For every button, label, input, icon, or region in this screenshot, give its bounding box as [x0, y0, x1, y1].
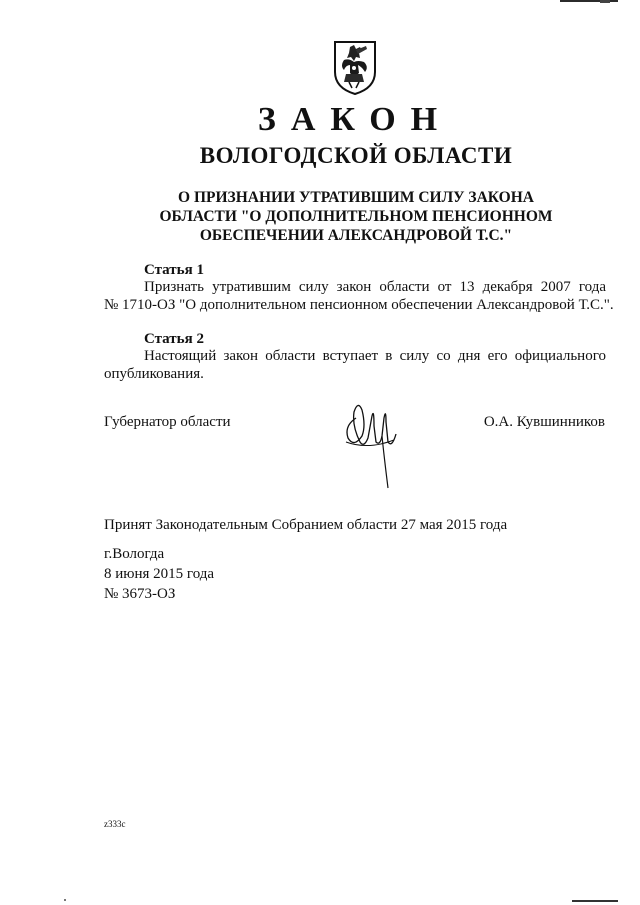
- article-text-line: опубликования.: [104, 366, 204, 382]
- place: г.Вологда: [104, 546, 165, 562]
- heading-line: ОБЛАСТИ "О ДОПОЛНИТЕЛЬНОМ ПЕНСИОННОМ: [159, 208, 553, 225]
- article-text-line: Настоящий закон области вступает в силу со дня его официального: [144, 348, 606, 364]
- handwritten-signature: [338, 396, 402, 490]
- document-title: ЗАКОН: [257, 101, 453, 138]
- footer-code: z333c: [104, 819, 126, 829]
- governor-name: О.А. Кувшинников: [483, 414, 605, 430]
- adoption-statement: Принят Законодательным Собранием области 27 мая 2015 года: [104, 517, 508, 533]
- date: 8 июня 2015 года: [104, 566, 215, 582]
- heading-line: О ПРИЗНАНИИ УТРАТИВШИМ СИЛУ ЗАКОНА: [178, 189, 534, 206]
- document-subtitle: ВОЛОГОДСКОЙ ОБЛАСТИ: [199, 143, 513, 168]
- scan-mark: [572, 900, 618, 902]
- article-title: Статья 1: [144, 262, 204, 278]
- article-title: Статья 2: [144, 331, 204, 347]
- coat-of-arms-icon: [332, 38, 378, 96]
- law-number: № 3673-ОЗ: [104, 586, 176, 602]
- scan-mark: [600, 0, 610, 3]
- scan-mark: [64, 899, 66, 901]
- article-text-line: № 1710-ОЗ "О дополнительном пенсионном обеспечении Александровой Т.С.".: [104, 297, 614, 313]
- governor-label: Губернатор области: [104, 414, 231, 430]
- heading-line: ОБЕСПЕЧЕНИИ АЛЕКСАНДРОВОЙ Т.С.": [199, 227, 513, 244]
- article-text-line: Признать утратившим силу закон области от 13 декабря 2007 года: [144, 279, 606, 295]
